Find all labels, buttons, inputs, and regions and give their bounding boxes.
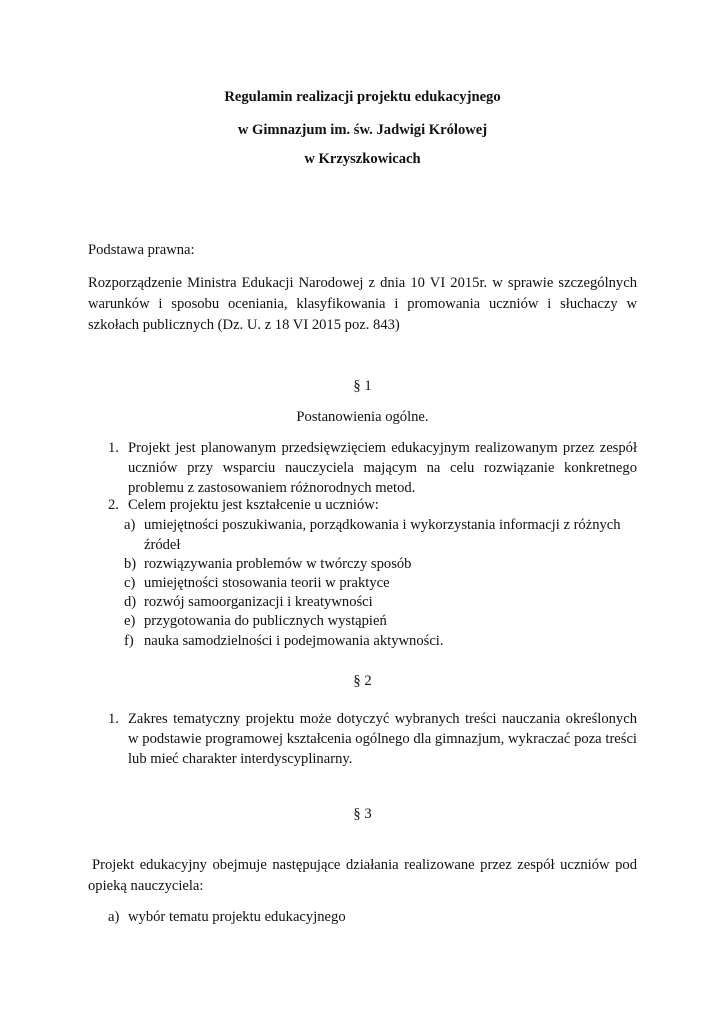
sub-list-item [88,592,637,612]
sub-list-item [88,611,637,631]
legal-basis-label: Podstawa prawna: [88,242,195,258]
sub-list-item-letter: a) [124,517,136,533]
sub-list-item-letter: a) [108,909,120,925]
section-3-mark: § 3 [353,806,372,822]
sub-list-item [88,631,637,651]
sub-list-item [88,554,637,574]
list-item-number: 2. [108,497,119,513]
sub-list-item-text: umiejętności stosowania teorii w praktyce [144,575,390,591]
sub-list-item-text: rozwiązywania problemów w twórczy sposób [144,556,412,572]
sub-list-item [88,907,637,927]
sub-list-item-text: rozwój samoorganizacji i kreatywności [144,594,373,610]
document-title-school: w Gimnazjum im. św. Jadwigi Królowej [237,122,488,138]
list-item [88,709,637,769]
list-item [88,495,637,515]
sub-list-item-letter: c) [124,575,136,591]
sub-list-item-text: wybór tematu projektu edukacyjnego [128,909,346,925]
sub-list-item-text: umiejętności poszukiwania, porządkowania i wykorzystania informacji z różnych źródeł [144,517,621,553]
sub-list-item [88,573,637,593]
document-title-location: w Krzyszkowicach [304,151,421,167]
list-item [88,438,637,498]
document-title: Regulamin realizacji projektu edukacyjnego [224,89,501,105]
section-1-heading: Postanowienia ogólne. [296,409,429,425]
legal-basis-text: Rozporządzenie Ministra Edukacji Narodowej z dnia 10 VI 2015r. w sprawie szczególnych warunków i sposobu oceniania, klasyfikowania i promowania uczniów i słuchaczy w szkołach publicznych (Dz. U. z 18 VI 2015 poz. 843) [88,275,637,333]
list-item-text: Projekt jest planowanym przedsięwzięciem edukacyjnym realizowanym przez zespół uczniów przy wsparciu nauczyciela mającym na celu rozwiązanie konkretnego problemu z zastosowaniem różnorodnych metod. [128,440,637,496]
section-1-mark: § 1 [353,378,372,394]
section-3-intro: Projekt edukacyjny obejmuje następujące działania realizowane przez zespół uczniów pod opieką nauczyciela: [88,857,637,894]
sub-list-item-text: przygotowania do publicznych wystąpień [144,613,387,629]
sub-list-item-letter: d) [124,594,137,610]
list-item-number: 1. [108,711,119,727]
sub-list-item-text: nauka samodzielności i podejmowania aktywności. [144,633,444,649]
list-item-number: 1. [108,440,119,456]
sub-list-item [88,515,637,555]
list-item-text: Zakres tematyczny projektu może dotyczyć wybranych treści nauczania określonych w podstawie programowej kształcenia ogólnego dla gimnazjum, wykraczać poza treści lub mieć charakter interdyscyplinarny. [128,711,637,767]
sub-list-item-letter: f) [124,633,134,649]
list-item-text: Celem projektu jest kształcenie u uczniów: [128,497,379,513]
sub-list-item-letter: b) [124,556,137,572]
section-2-mark: § 2 [353,673,372,689]
sub-list-item-letter: e) [124,613,136,629]
